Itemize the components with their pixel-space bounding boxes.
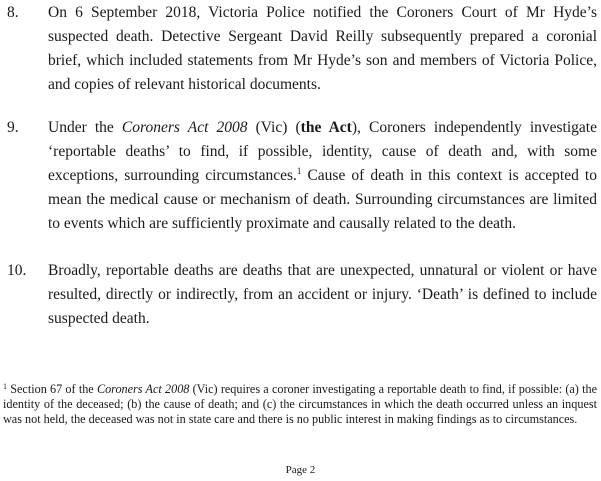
- text-segment: ), Coroners independently investigate ‘reportable deaths’ to find, if possible, identity, cause of death and, with some exceptions, surrounding circumstances.: [48, 119, 597, 184]
- paragraph-number: 8.: [7, 4, 19, 21]
- page-number: Page 2: [285, 464, 316, 476]
- paragraph-text: [48, 116, 597, 236]
- footnote-segment: Section 67 of the: [7, 382, 97, 396]
- defined-term-bold: the Act: [300, 119, 352, 136]
- footnote-reference[interactable]: 1: [296, 166, 302, 176]
- text-segment: Under the: [48, 119, 122, 136]
- paragraph-text: Broadly, reportable deaths are deaths that are unexpected, unnatural or violent or have resulted, directly or indirectly, from an accident or injury. ‘Death’ is defined to include suspected death.: [48, 262, 597, 327]
- footnote-segment: (Vic) requires a coroner investigating a reportable death to find, if possible: (a) the identity of the deceased; (b) the cause of death; and (c) the circumstances in which the death occurred unless an inquest was not held, the deceased was not in state care and there is no public interest in making findings as to circumstances.: [3, 382, 597, 426]
- act-title-italic: Coroners Act 2008: [121, 119, 248, 136]
- footnote: [3, 382, 597, 427]
- footnote-act-title-italic: Coroners Act 2008: [96, 382, 190, 396]
- footnote-marker: 1: [3, 382, 7, 391]
- paragraph-8: [7, 1, 597, 97]
- text-segment: (Vic) (: [247, 119, 301, 136]
- text-segment: Cause of death in this context is accepted to mean the medical cause or mechanism of death. Surrounding circumstances are limited to events which are sufficiently proximate and causally related to the death.: [48, 167, 597, 232]
- paragraph-text: On 6 September 2018, Victoria Police notified the Coroners Court of Mr Hyde’s suspected death. Detective Sergeant David Reilly subsequently prepared a coronial brief, which included statements from Mr Hyde’s son and members of Victoria Police, and copies of relevant historical documents.: [48, 4, 597, 93]
- paragraph-number: 9.: [7, 119, 19, 136]
- paragraph-9: [7, 116, 597, 236]
- paragraph-10: [7, 259, 597, 331]
- paragraph-number: 10.: [7, 262, 27, 279]
